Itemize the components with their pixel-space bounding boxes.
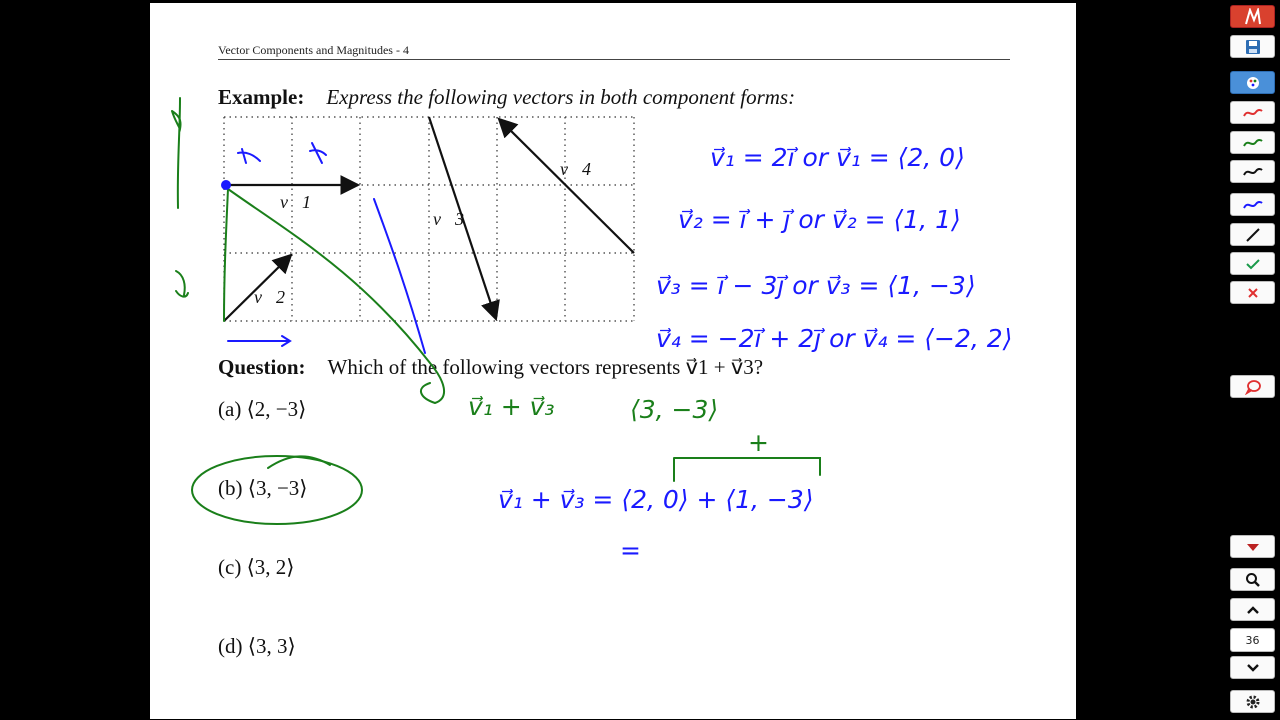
- cross-tool-button[interactable]: [1230, 281, 1275, 304]
- settings-button[interactable]: [1230, 690, 1275, 713]
- checkmark-tool-button[interactable]: [1230, 252, 1275, 275]
- ink-layer: [150, 3, 1076, 719]
- red-pen-icon: [1242, 107, 1264, 119]
- save-button[interactable]: [1230, 35, 1275, 58]
- handwritten-eq2: v⃗₂ = i⃗ + j⃗ or v⃗₂ = ⟨1, 1⟩: [678, 205, 961, 234]
- gear-icon: [1245, 694, 1261, 710]
- pen-settings-button[interactable]: [1230, 71, 1275, 94]
- example-text: Express the following vectors in both component forms:: [326, 85, 796, 109]
- red-pen-button[interactable]: [1230, 101, 1275, 124]
- vector-v4: [499, 119, 634, 253]
- blue-pen-button[interactable]: [1230, 193, 1275, 216]
- handwritten-result: ⟨3, −3⟩: [630, 395, 719, 424]
- blue-pen-icon: [1242, 199, 1264, 211]
- example-label: Example:: [218, 85, 305, 109]
- annotation-toolbar: [1230, 0, 1276, 720]
- label-v4: v⃗4: [560, 159, 591, 179]
- label-v3: v⃗3: [433, 209, 464, 229]
- handwritten-eq4: v⃗₄ = −2i⃗ + 2j⃗ or v⃗₄ = ⟨−2, 2⟩: [656, 324, 1013, 353]
- triangle-down-icon: [1246, 542, 1260, 552]
- choice-d: (d) ⟨3, 3⟩: [218, 634, 296, 658]
- page-header: Vector Components and Magnitudes - 4: [218, 43, 409, 57]
- label-v1: v⃗1: [280, 192, 311, 212]
- handwritten-eq1: v⃗₁ = 2i⃗ or v⃗₁ = ⟨2, 0⟩: [710, 143, 965, 172]
- handwritten-sum-label: v⃗₁ + v⃗₃: [468, 392, 555, 421]
- save-icon: [1245, 39, 1261, 55]
- comment-icon: [1244, 379, 1262, 395]
- green-pen-button[interactable]: [1230, 131, 1275, 154]
- cross-icon: [1246, 286, 1260, 300]
- handwritten-plus: +: [748, 428, 769, 457]
- green-pen-icon: [1242, 137, 1264, 149]
- search-icon: [1245, 572, 1261, 588]
- dropdown-button[interactable]: [1230, 535, 1275, 558]
- handwritten-equals: =: [620, 536, 641, 565]
- chevron-up-icon: [1246, 605, 1260, 615]
- dotted-grid: [224, 117, 634, 321]
- answer-circle: [192, 456, 362, 524]
- handwritten-eq3: v⃗₃ = i⃗ − 3j⃗ or v⃗₃ = ⟨1, −3⟩: [656, 271, 976, 300]
- comment-tool-button[interactable]: [1230, 375, 1275, 398]
- line-tool-button[interactable]: [1230, 223, 1275, 246]
- document-page[interactable]: [150, 3, 1076, 719]
- choice-b: (b) ⟨3, −3⟩: [218, 476, 308, 500]
- question-label: Question:: [218, 355, 306, 379]
- app-logo-icon[interactable]: [1230, 5, 1275, 28]
- search-button[interactable]: [1230, 568, 1275, 591]
- question-text: Which of the following vectors represents v⃗1 + v⃗3?: [327, 355, 764, 379]
- page-number[interactable]: 36: [1230, 628, 1275, 652]
- chevron-down-icon: [1246, 663, 1260, 673]
- choice-c: (c) ⟨3, 2⟩: [218, 555, 295, 579]
- choice-a: (a) ⟨2, −3⟩: [218, 397, 307, 421]
- check-icon: [1245, 257, 1261, 271]
- next-page-button[interactable]: [1230, 656, 1275, 679]
- previous-page-button[interactable]: [1230, 598, 1275, 621]
- black-pen-button[interactable]: [1230, 160, 1275, 183]
- black-pen-icon: [1242, 166, 1264, 178]
- handwritten-sum: v⃗₁ + v⃗₃ = ⟨2, 0⟩ + ⟨1, −3⟩: [498, 485, 814, 514]
- palette-icon: [1244, 75, 1262, 91]
- y-axis-stroke: [178, 98, 180, 208]
- label-v2: v⃗2: [254, 287, 285, 307]
- vectors: [224, 117, 634, 321]
- line-icon: [1244, 227, 1262, 243]
